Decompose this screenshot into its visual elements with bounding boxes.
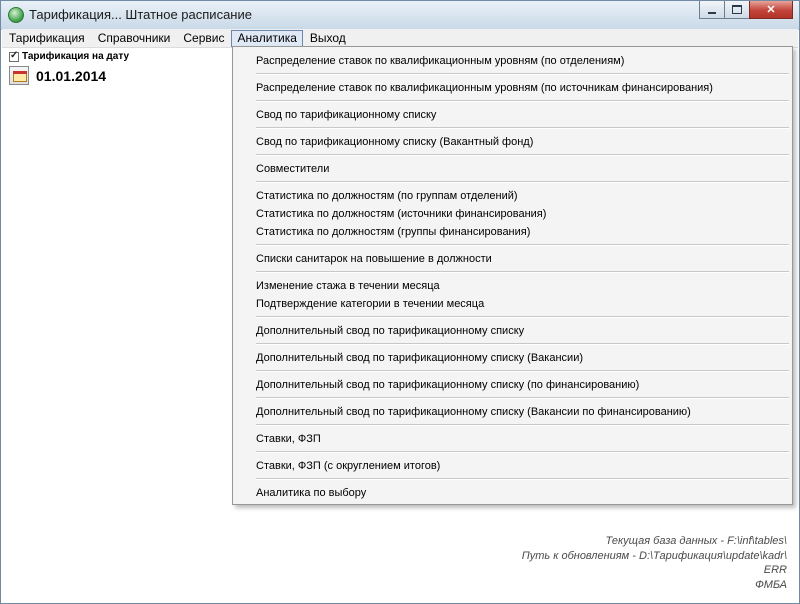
menu-separator (256, 343, 789, 345)
menu-option[interactable]: Дополнительный свод по тарификационному списку (Вакансии по финансированию) (256, 406, 691, 418)
date-panel (9, 51, 129, 85)
app-logo-icon (8, 7, 24, 23)
menu-separator (256, 154, 789, 156)
date-value: 01.01.2014 (36, 67, 107, 84)
current-database-text: Текущая база данных - F:\inf\tables\ (605, 535, 787, 547)
menu-separator (256, 181, 789, 183)
menu-option[interactable]: Статистика по должностям (источники финансирования) (256, 208, 547, 220)
menu-option[interactable]: Списки санитарок на повышение в должности (256, 253, 492, 265)
menu-tarifikatsiya[interactable]: Тарификация (9, 30, 85, 45)
date-row (9, 66, 129, 85)
menu-option[interactable]: Подтверждение категории в течении месяца (256, 298, 485, 310)
menu-option[interactable]: Изменение стажа в течении месяца (256, 280, 440, 292)
title-bar[interactable] (1, 1, 799, 30)
calendar-icon[interactable] (9, 66, 29, 85)
tarification-date-checkbox[interactable] (9, 52, 19, 62)
menu-vykhod[interactable]: Выход (309, 30, 346, 45)
analitika-dropdown-menu (232, 46, 793, 505)
org-name-text: ФМБА (755, 578, 787, 591)
menu-separator (256, 424, 789, 426)
menu-option[interactable]: Свод по тарификационному списку (Вакантный фонд) (256, 136, 534, 148)
menu-separator (256, 127, 789, 129)
menu-option[interactable]: Совместители (256, 163, 330, 175)
menu-option[interactable]: Аналитика по выбору (256, 487, 367, 499)
menu-option[interactable]: Дополнительный свод по тарификационному списку (по финансированию) (256, 379, 640, 391)
tarification-date-checkbox-row[interactable] (9, 51, 129, 62)
menu-option[interactable]: Статистика по должностям (по группам отделений) (256, 190, 518, 202)
window-title: Тарификация... Штатное расписание (29, 7, 252, 22)
menu-separator (256, 478, 789, 480)
menu-option[interactable]: Распределение ставок по квалификационным уровням (по отделениям) (256, 55, 625, 67)
update-path-text: Путь к обновлениям - D:\Тарификация\update\kadr\ (521, 549, 787, 562)
menu-option[interactable]: Ставки, ФЗП (с округлением итогов) (256, 460, 441, 472)
menu-separator (256, 451, 789, 453)
menu-separator (256, 397, 789, 399)
menu-option[interactable]: Свод по тарификационному списку (256, 109, 437, 121)
menu-option[interactable]: Дополнительный свод по тарификационному списку (Вакансии) (256, 352, 584, 364)
menu-servis[interactable]: Сервис (183, 30, 225, 45)
minimize-icon[interactable] (699, 1, 725, 19)
close-icon[interactable]: ✕ (749, 1, 793, 19)
tarification-date-label: Тарификация на дату (22, 51, 130, 62)
menu-option[interactable]: Распределение ставок по квалификационным уровням (по источникам финансирования) (256, 82, 713, 94)
menu-separator (256, 370, 789, 372)
menu-option[interactable]: Статистика по должностям (группы финансирования) (256, 226, 531, 238)
window-controls (700, 1, 793, 21)
status-info (522, 534, 787, 592)
menu-separator (256, 73, 789, 75)
menu-analitika[interactable]: Аналитика (231, 30, 302, 47)
menu-separator (256, 316, 789, 318)
menu-separator (256, 100, 789, 102)
maximize-icon[interactable] (724, 1, 750, 19)
menu-separator (256, 244, 789, 246)
status-err-text: ERR (763, 564, 787, 576)
menu-option[interactable]: Ставки, ФЗП (256, 433, 321, 445)
menu-separator (256, 271, 789, 273)
menu-option[interactable]: Дополнительный свод по тарификационному списку (256, 325, 525, 337)
menu-spravochniki[interactable]: Справочники (97, 30, 171, 45)
